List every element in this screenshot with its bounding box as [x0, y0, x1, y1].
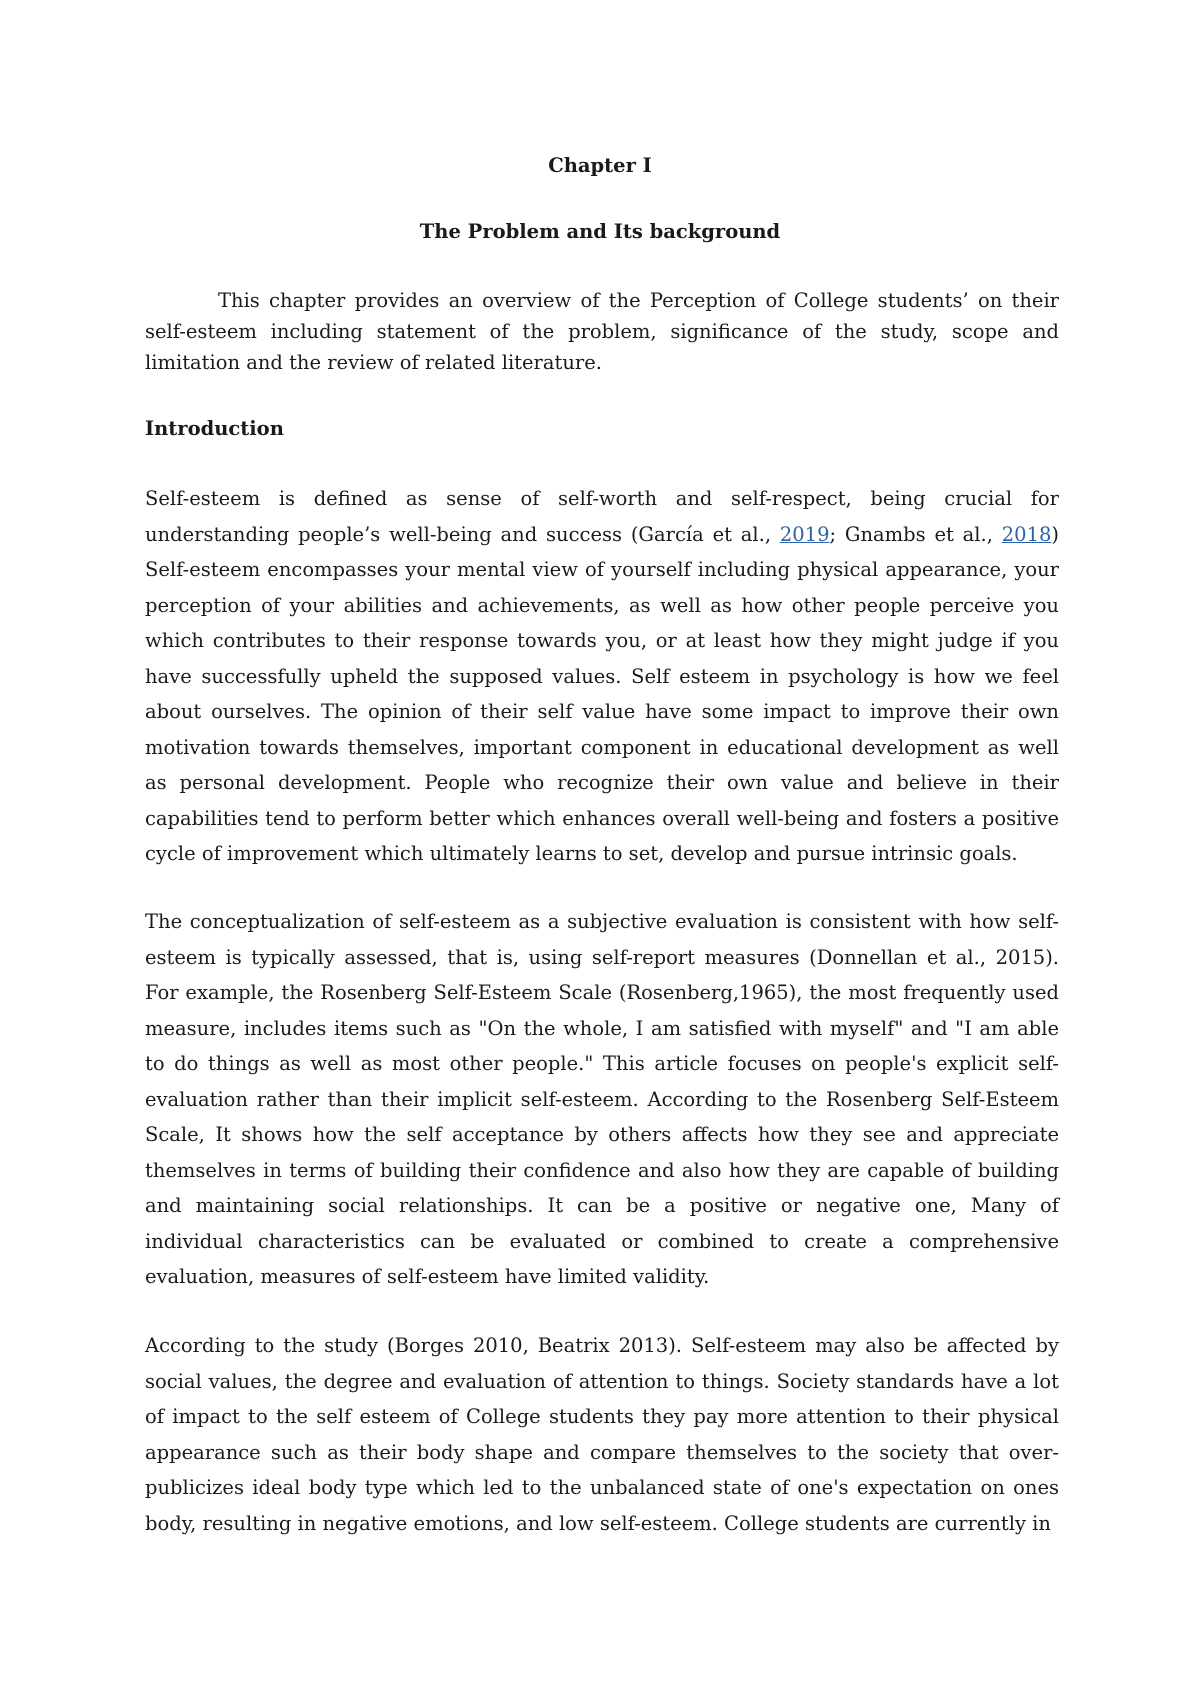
chapter-subtitle: The Problem and Its background — [419, 220, 781, 243]
introduction-paragraph-1 — [145, 481, 1059, 872]
paragraph-1-part-c: ) Self-esteem encompasses your mental view of yourself including physical appearance, your perception of your abilities and achievements, as well as how other people perceive you which contributes to their response towards you, or at least how they might judge if you have successfully upheld the supposed values. Self esteem in psychology is how we feel about ourselves. The opinion of their self value have some impact to improve their own motivation towards themselves, important component in educational development as well as personal development. People who recognize their own value and believe in their capabilities tend to perform better which enhances overall well-being and fosters a positive cycle of improvement which ultimately learns to set, develop and pursue intrinsic goals. — [145, 522, 1059, 865]
introduction-paragraph-3 — [145, 1328, 1059, 1541]
citation-link-garcia-2019[interactable]: 2019 — [779, 522, 830, 546]
paragraph-1-part-a: Self-esteem is defined as sense of self-worth and self-respect, being crucial for understanding people’s well-being and success (García et al., — [145, 487, 1059, 546]
overview-paragraph — [145, 285, 1059, 378]
citation-link-gnambs-2018[interactable]: 2018 — [1001, 522, 1052, 546]
paragraph-3-text: According to the study (Borges 2010, Beatrix 2013). Self-esteem may also be affected by social values, the degree and evaluation of attention to things. Society standards have a lot of impact to the self esteem of College students they pay more attention to their physical appearance such as their body shape and compare themselves to the society that over-publicizes ideal body type which led to the unbalanced state of one's expectation on ones body, resulting in negative emotions, and low self-esteem. College students are currently in — [145, 1334, 1059, 1535]
chapter-title: Chapter I — [548, 154, 652, 177]
paragraph-1-text — [145, 481, 1059, 872]
overview-text: This chapter provides an overview of the Perception of College students’ on their self-esteem including statement of the problem, significance of the study, scope and limitation and the review of related literature. — [145, 289, 1059, 374]
paragraph-2-text: The conceptualization of self-esteem as a subjective evaluation is consistent with how self-esteem is typically assessed, that is, using self-report measures (Donnellan et al., 2015). For example, the Rosenberg Self-Esteem Scale (Rosenberg,1965), the most frequently used measure, includes items such as "On the whole, I am satisfied with myself" and "I am able to do things as well as most other people." This article focuses on people's explicit self-evaluation rather than their implicit self-esteem. According to the Rosenberg Self-Esteem Scale, It shows how the self acceptance by others affects how they see and appreciate themselves in terms of building their confidence and also how they are capable of building and maintaining social relationships. It can be a positive or negative one, Many of individual characteristics can be evaluated or combined to create a comprehensive evaluation, measures of self-esteem have limited validity. — [145, 910, 1059, 1288]
introduction-heading: Introduction — [145, 417, 284, 440]
paragraph-1-part-b: ; Gnambs et al., — [829, 522, 1002, 546]
introduction-paragraph-2 — [145, 904, 1059, 1295]
